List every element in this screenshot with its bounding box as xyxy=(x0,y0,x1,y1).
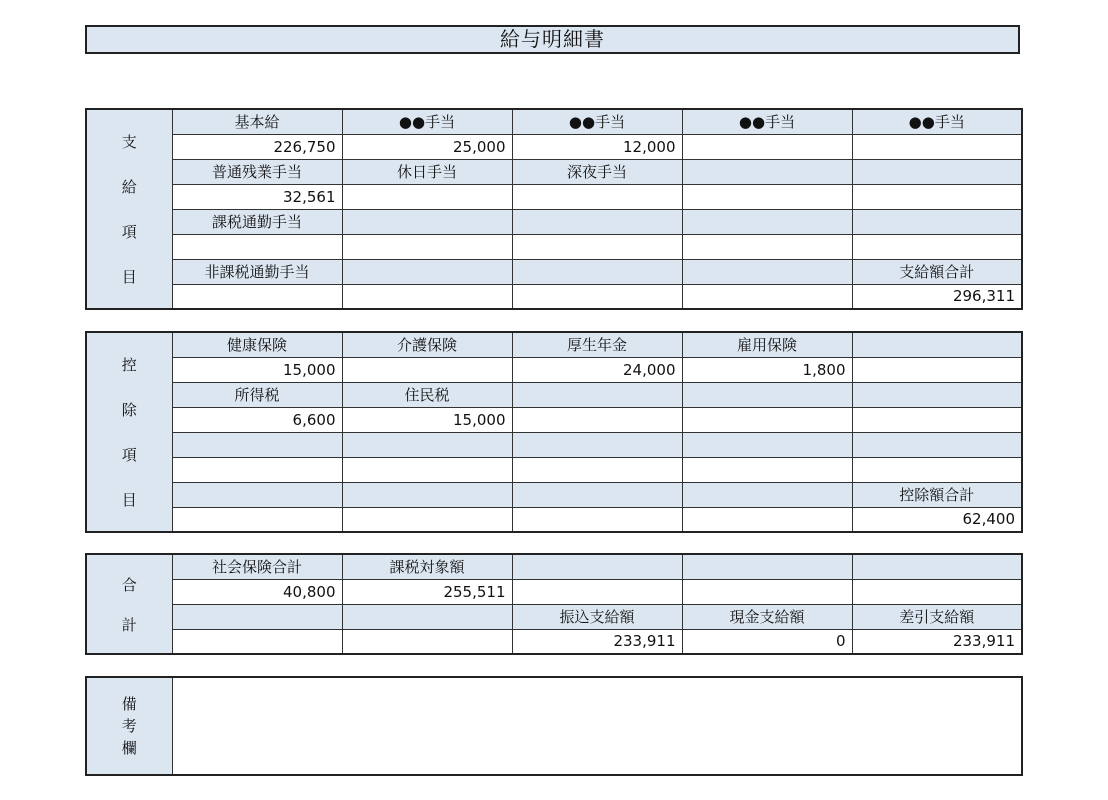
total-item-label: 現金支給額 xyxy=(682,604,852,629)
deduction-item-label xyxy=(342,432,512,457)
total-item-label xyxy=(512,554,682,579)
payment-item-value[interactable] xyxy=(172,284,342,309)
deduction-item-label xyxy=(342,482,512,507)
deduction-item-label xyxy=(682,382,852,407)
deduction-side-label xyxy=(86,332,172,532)
deduction-item-value[interactable] xyxy=(172,507,342,532)
total-item-value[interactable]: 0 xyxy=(682,629,852,654)
deduction-item-value[interactable] xyxy=(682,507,852,532)
total-item-label xyxy=(172,604,342,629)
payment-value-row xyxy=(86,184,1022,209)
deduction-item-value[interactable] xyxy=(512,407,682,432)
payment-item-label xyxy=(342,259,512,284)
deduction-item-value[interactable] xyxy=(342,357,512,382)
payment-item-label xyxy=(512,259,682,284)
deduction-value-row xyxy=(86,457,1022,482)
payment-item-label: 深夜手当 xyxy=(512,159,682,184)
payments-table xyxy=(85,108,1023,310)
total-item-value[interactable] xyxy=(512,579,682,604)
payment-item-value[interactable] xyxy=(852,134,1022,159)
deduction-item-value[interactable] xyxy=(852,407,1022,432)
deduction-item-label: 介護保険 xyxy=(342,332,512,357)
deduction-item-label xyxy=(682,432,852,457)
total-item-value[interactable]: 233,911 xyxy=(512,629,682,654)
deduction-item-label: 健康保険 xyxy=(172,332,342,357)
deduction-item-value[interactable] xyxy=(852,457,1022,482)
deduction-item-value[interactable] xyxy=(342,507,512,532)
deduction-item-label xyxy=(852,332,1022,357)
total-item-label xyxy=(342,604,512,629)
remarks-table xyxy=(85,676,1023,776)
payment-item-label xyxy=(682,209,852,234)
payment-value-row xyxy=(86,284,1022,309)
deduction-item-value[interactable]: 1,800 xyxy=(682,357,852,382)
payment-item-value[interactable]: 25,000 xyxy=(342,134,512,159)
totals-table xyxy=(85,553,1023,655)
payment-side-char: 支 xyxy=(121,133,137,151)
deduction-item-label: 控除額合計 xyxy=(852,482,1022,507)
payment-item-label: 支給額合計 xyxy=(852,259,1022,284)
deduction-item-value[interactable]: 6,600 xyxy=(172,407,342,432)
total-side-label xyxy=(86,554,172,654)
payment-value-row xyxy=(86,234,1022,259)
payment-item-label: ●●手当 xyxy=(682,109,852,134)
deduction-value-row xyxy=(86,357,1022,382)
deduction-item-value[interactable] xyxy=(682,457,852,482)
total-item-label: 課税対象額 xyxy=(342,554,512,579)
deduction-item-label: 厚生年金 xyxy=(512,332,682,357)
payment-item-value[interactable] xyxy=(682,284,852,309)
payment-value-row xyxy=(86,134,1022,159)
deduction-item-value[interactable] xyxy=(852,357,1022,382)
payment-item-value[interactable] xyxy=(682,234,852,259)
remarks-side-char: 考 xyxy=(121,717,137,735)
deduction-item-value[interactable]: 62,400 xyxy=(852,507,1022,532)
deduction-side-char: 控 xyxy=(121,356,137,374)
deduction-item-value[interactable]: 15,000 xyxy=(172,357,342,382)
payment-item-value[interactable] xyxy=(512,184,682,209)
payment-label-row xyxy=(86,259,1022,284)
payment-item-value[interactable] xyxy=(852,234,1022,259)
deduction-item-value[interactable] xyxy=(512,457,682,482)
payment-item-value[interactable] xyxy=(682,184,852,209)
payment-item-label: 基本給 xyxy=(172,109,342,134)
remarks-content[interactable] xyxy=(172,677,1022,775)
payment-item-value[interactable] xyxy=(342,234,512,259)
deductions-table xyxy=(85,331,1023,533)
deduction-item-label: 雇用保険 xyxy=(682,332,852,357)
payment-item-label xyxy=(852,159,1022,184)
payment-item-label: 普通残業手当 xyxy=(172,159,342,184)
payment-side-char: 目 xyxy=(121,268,137,286)
deduction-value-row xyxy=(86,407,1022,432)
deduction-item-value[interactable] xyxy=(512,507,682,532)
deduction-item-value[interactable]: 15,000 xyxy=(342,407,512,432)
deduction-side-char: 項 xyxy=(121,446,137,464)
document-title: 給与明細書 xyxy=(85,25,1020,54)
deduction-item-label xyxy=(512,382,682,407)
payment-label-row xyxy=(86,109,1022,134)
payment-item-value[interactable] xyxy=(172,234,342,259)
payment-item-value[interactable] xyxy=(342,284,512,309)
deduction-item-value[interactable]: 24,000 xyxy=(512,357,682,382)
payment-item-value[interactable] xyxy=(682,134,852,159)
payment-side-char: 項 xyxy=(121,223,137,241)
payment-item-value[interactable] xyxy=(852,184,1022,209)
total-side-char: 計 xyxy=(121,615,137,634)
payment-side-label xyxy=(86,109,172,309)
payment-item-label: 課税通勤手当 xyxy=(172,209,342,234)
total-item-label: 差引支給額 xyxy=(852,604,1022,629)
total-value-row xyxy=(86,629,1022,654)
deduction-item-label xyxy=(512,432,682,457)
deduction-side-char: 目 xyxy=(121,491,137,509)
deduction-item-label xyxy=(172,482,342,507)
total-side-char: 合 xyxy=(121,575,137,594)
remarks-side-label xyxy=(86,677,172,775)
deduction-item-label xyxy=(512,482,682,507)
payment-item-label: ●●手当 xyxy=(852,109,1022,134)
payment-item-label xyxy=(512,209,682,234)
deduction-item-label xyxy=(852,432,1022,457)
deduction-label-row xyxy=(86,332,1022,357)
payment-item-label: 非課税通勤手当 xyxy=(172,259,342,284)
payment-side-char: 給 xyxy=(121,178,137,196)
total-item-value[interactable]: 233,911 xyxy=(852,629,1022,654)
payment-item-value[interactable] xyxy=(512,284,682,309)
total-item-value[interactable]: 255,511 xyxy=(342,579,512,604)
payment-item-label xyxy=(682,259,852,284)
deduction-item-label: 所得税 xyxy=(172,382,342,407)
payment-item-value[interactable]: 12,000 xyxy=(512,134,682,159)
deduction-item-label xyxy=(852,382,1022,407)
deduction-side-char: 除 xyxy=(121,401,137,419)
remarks-side-char: 欄 xyxy=(121,739,137,757)
deduction-item-label xyxy=(172,432,342,457)
remarks-side-char: 備 xyxy=(121,695,137,713)
total-item-label: 社会保険合計 xyxy=(172,554,342,579)
payment-item-label xyxy=(342,209,512,234)
deduction-label-row xyxy=(86,482,1022,507)
total-label-row xyxy=(86,554,1022,579)
total-item-value[interactable] xyxy=(172,629,342,654)
payment-item-label: ●●手当 xyxy=(342,109,512,134)
deduction-label-row xyxy=(86,432,1022,457)
total-item-value[interactable]: 40,800 xyxy=(172,579,342,604)
payment-item-value[interactable]: 296,311 xyxy=(852,284,1022,309)
deduction-item-value[interactable] xyxy=(172,457,342,482)
total-item-value[interactable] xyxy=(682,579,852,604)
payment-label-row xyxy=(86,159,1022,184)
deduction-item-value[interactable] xyxy=(342,457,512,482)
payment-item-label: 休日手当 xyxy=(342,159,512,184)
deduction-item-label: 住民税 xyxy=(342,382,512,407)
total-value-row xyxy=(86,579,1022,604)
payment-item-label xyxy=(852,209,1022,234)
payment-item-value[interactable]: 226,750 xyxy=(172,134,342,159)
payment-item-value[interactable]: 32,561 xyxy=(172,184,342,209)
payment-item-label xyxy=(682,159,852,184)
total-item-value[interactable] xyxy=(342,629,512,654)
total-label-row xyxy=(86,604,1022,629)
total-item-label xyxy=(682,554,852,579)
total-item-label: 振込支給額 xyxy=(512,604,682,629)
deduction-item-label xyxy=(682,482,852,507)
payment-item-label: ●●手当 xyxy=(512,109,682,134)
deduction-item-value[interactable] xyxy=(682,407,852,432)
total-item-label xyxy=(852,554,1022,579)
payment-item-value[interactable] xyxy=(342,184,512,209)
payment-item-value[interactable] xyxy=(512,234,682,259)
total-item-value[interactable] xyxy=(852,579,1022,604)
deduction-value-row xyxy=(86,507,1022,532)
payment-label-row xyxy=(86,209,1022,234)
deduction-label-row xyxy=(86,382,1022,407)
